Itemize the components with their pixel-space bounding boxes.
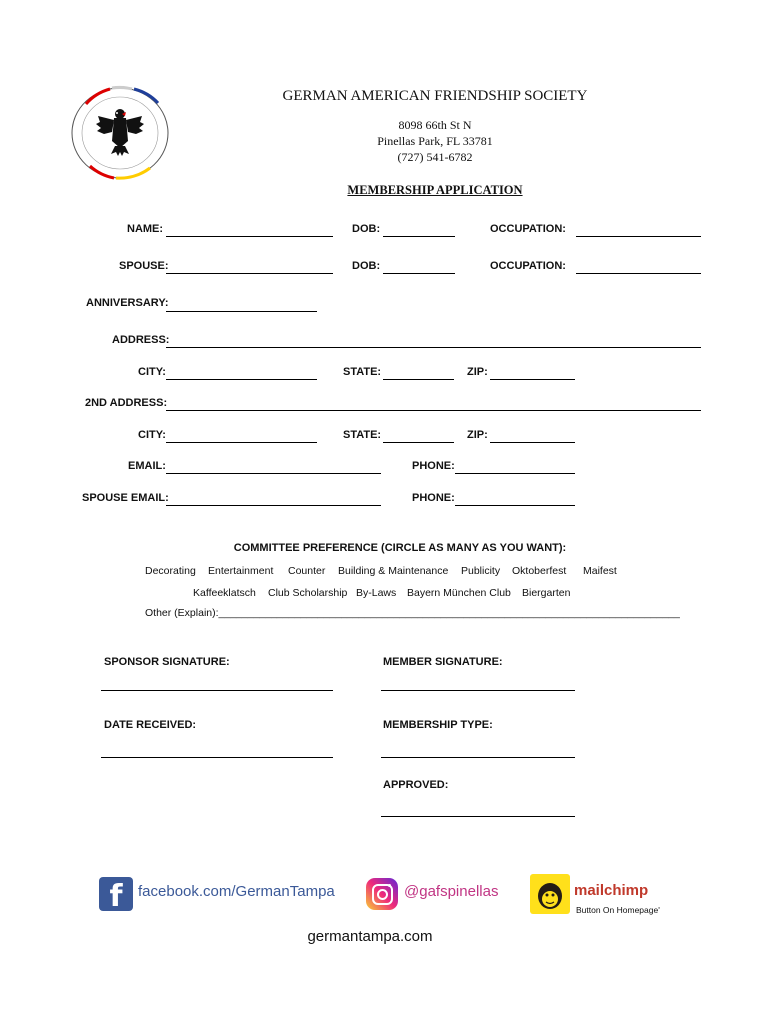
spouse-phone-field[interactable] — [455, 505, 575, 506]
society-logo — [70, 86, 170, 181]
society-title: GERMAN AMERICAN FRIENDSHIP SOCIETY — [282, 88, 588, 104]
spouse-occupation-label: OCCUPATION: — [490, 260, 566, 272]
name-label: NAME: — [127, 223, 164, 235]
spouse-email-field[interactable] — [166, 505, 381, 506]
sponsor-signature-label: SPONSOR SIGNATURE: — [104, 656, 230, 668]
city-field[interactable] — [166, 379, 317, 380]
website-link[interactable]: germantampa.com — [307, 928, 433, 945]
committee-option-decorating[interactable]: Decorating — [145, 565, 196, 577]
occupation-field[interactable] — [576, 236, 701, 237]
spouse-phone-label: PHONE: — [412, 492, 455, 504]
address-line-1: 8098 66th St N — [398, 118, 472, 132]
zip-2-field[interactable] — [490, 442, 575, 443]
committee-option-entertainment[interactable]: Entertainment — [208, 565, 274, 577]
city-2-label: CITY: — [138, 429, 166, 441]
facebook-icon[interactable]: f — [99, 877, 133, 911]
committee-option-kaffeeklatsch[interactable]: Kaffeeklatsch — [193, 587, 256, 599]
committee-heading: COMMITTEE PREFERENCE (CIRCLE AS MANY AS YOU WANT): — [233, 542, 567, 554]
spouse-email-label: SPOUSE EMAIL: — [82, 492, 169, 504]
committee-option-maifest[interactable]: Maifest — [583, 565, 617, 577]
dob-label: DOB: — [352, 223, 381, 235]
zip-label: ZIP: — [467, 366, 488, 378]
name-field[interactable] — [166, 236, 333, 237]
occupation-label: OCCUPATION: — [490, 223, 566, 235]
spouse-dob-field[interactable] — [383, 273, 455, 274]
approved-label: APPROVED: — [383, 779, 449, 791]
date-received-label: DATE RECEIVED: — [104, 719, 197, 731]
phone-label: PHONE: — [412, 460, 455, 472]
committee-option-counter[interactable]: Counter — [288, 565, 326, 577]
state-label: STATE: — [343, 366, 382, 378]
facebook-link[interactable]: facebook.com/GermanTampa — [138, 883, 335, 900]
date-received-field[interactable] — [101, 757, 333, 758]
anniversary-label: ANNIVERSARY: — [86, 297, 169, 309]
committee-option-biergarten[interactable]: Biergarten — [522, 587, 571, 599]
committee-option-oktoberfest[interactable]: Oktoberfest — [512, 565, 567, 577]
approved-field[interactable] — [381, 816, 575, 817]
committee-option-building-maintenance[interactable]: Building & Maintenance — [338, 565, 449, 577]
spouse-dob-label: DOB: — [352, 260, 381, 272]
state-field[interactable] — [383, 379, 454, 380]
dob-field[interactable] — [383, 236, 455, 237]
city-label: CITY: — [138, 366, 166, 378]
committee-option-by-laws[interactable]: By-Laws — [356, 587, 397, 599]
second-address-field[interactable] — [166, 410, 701, 411]
membership-type-label: MEMBERSHIP TYPE: — [383, 719, 493, 731]
address-line-2: Pinellas Park, FL 33781 — [377, 134, 493, 148]
member-signature-label: MEMBER SIGNATURE: — [383, 656, 503, 668]
address-label: ADDRESS: — [112, 334, 170, 346]
instagram-icon[interactable] — [366, 878, 398, 910]
address-field[interactable] — [166, 347, 701, 348]
committee-other-explain[interactable]: Other (Explain):_______________________________________________________________________________ — [145, 607, 680, 619]
state-2-label: STATE: — [343, 429, 382, 441]
zip-2-label: ZIP: — [467, 429, 488, 441]
zip-field[interactable] — [490, 379, 575, 380]
city-2-field[interactable] — [166, 442, 317, 443]
committee-option-club-scholarship[interactable]: Club Scholarship — [268, 587, 348, 599]
sponsor-signature-field[interactable] — [101, 690, 333, 691]
anniversary-field[interactable] — [166, 311, 317, 312]
phone-field[interactable] — [455, 473, 575, 474]
email-label: EMAIL: — [128, 460, 166, 472]
committee-option-publicity[interactable]: Publicity — [461, 565, 501, 577]
mailchimp-label[interactable]: mailchimp — [574, 882, 649, 899]
member-signature-field[interactable] — [381, 690, 575, 691]
committee-option-bayern-munchen-club[interactable]: Bayern München Club — [407, 587, 511, 599]
email-field[interactable] — [166, 473, 381, 474]
phone-number: (727) 541-6782 — [397, 150, 473, 164]
mailchimp-note: Button On Homepage' — [576, 905, 660, 915]
form-title: MEMBERSHIP APPLICATION — [347, 183, 523, 197]
spouse-label: SPOUSE: — [119, 260, 169, 272]
second-address-label: 2ND ADDRESS: — [85, 397, 168, 409]
membership-type-field[interactable] — [381, 757, 575, 758]
mailchimp-icon[interactable] — [530, 874, 570, 914]
spouse-occupation-field[interactable] — [576, 273, 701, 274]
instagram-link[interactable]: @gafspinellas — [404, 883, 499, 900]
spouse-field[interactable] — [166, 273, 333, 274]
state-2-field[interactable] — [383, 442, 454, 443]
